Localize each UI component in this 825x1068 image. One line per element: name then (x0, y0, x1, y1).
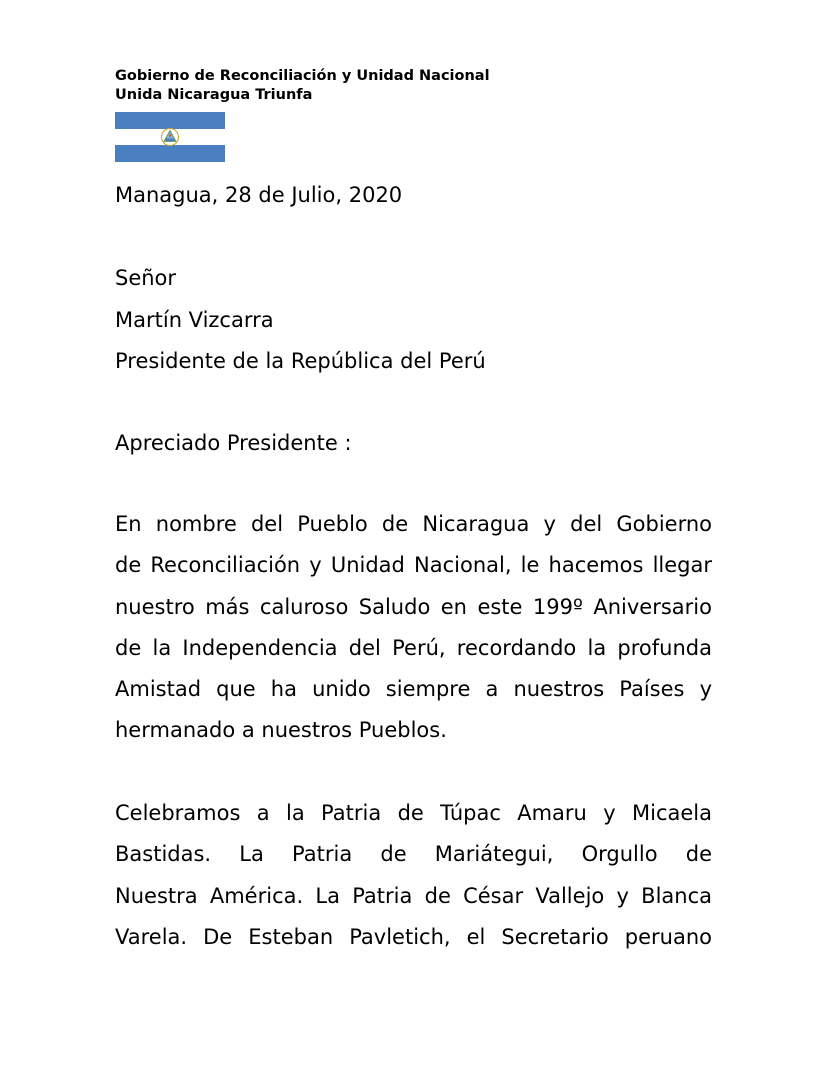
letter-paragraph-1 (115, 504, 712, 752)
letter-paragraph-2 (115, 793, 712, 958)
coat-of-arms-icon (160, 127, 180, 147)
flag-blue-band-bottom (115, 145, 225, 162)
letter-salutation: Apreciado Presidente : (115, 431, 352, 455)
recipient-name: Martín Vizcarra (115, 308, 274, 332)
paragraph-line: nuestro más caluroso Saludo en este 199º Aniversario (115, 594, 712, 619)
paragraph-line: Varela. De Esteban Pavletich, el Secretario peruano (115, 924, 712, 949)
paragraph-line: Amistad que ha unido siempre a nuestros Países y (115, 677, 712, 702)
letterhead-government-name: Gobierno de Reconciliación y Unidad Nacional (115, 68, 490, 84)
letterhead-slogan: Unida Nicaragua Triunfa (115, 87, 313, 103)
paragraph-line: Nuestra América. La Patria de César Vallejo y Blanca (115, 883, 712, 908)
paragraph-line: de la Independencia del Perú, recordando la profunda (115, 635, 712, 660)
nicaragua-flag-icon (115, 112, 225, 162)
paragraph-line: Bastidas. La Patria de Mariátegui, Orgullo de (115, 842, 712, 867)
paragraph-line: Celebramos a la Patria de Túpac Amaru y Micaela (115, 801, 712, 825)
recipient-position: Presidente de la República del Perú (115, 349, 486, 373)
letter-date: Managua, 28 de Julio, 2020 (115, 183, 403, 207)
recipient-title: Señor (115, 266, 177, 290)
paragraph-line: En nombre del Pueblo de Nicaragua y del Gobierno (115, 512, 712, 536)
paragraph-line: hermanado a nuestros Pueblos. (115, 718, 447, 743)
paragraph-line: de Reconciliación y Unidad Nacional, le hacemos llegar (115, 553, 712, 578)
letterhead (115, 67, 490, 105)
